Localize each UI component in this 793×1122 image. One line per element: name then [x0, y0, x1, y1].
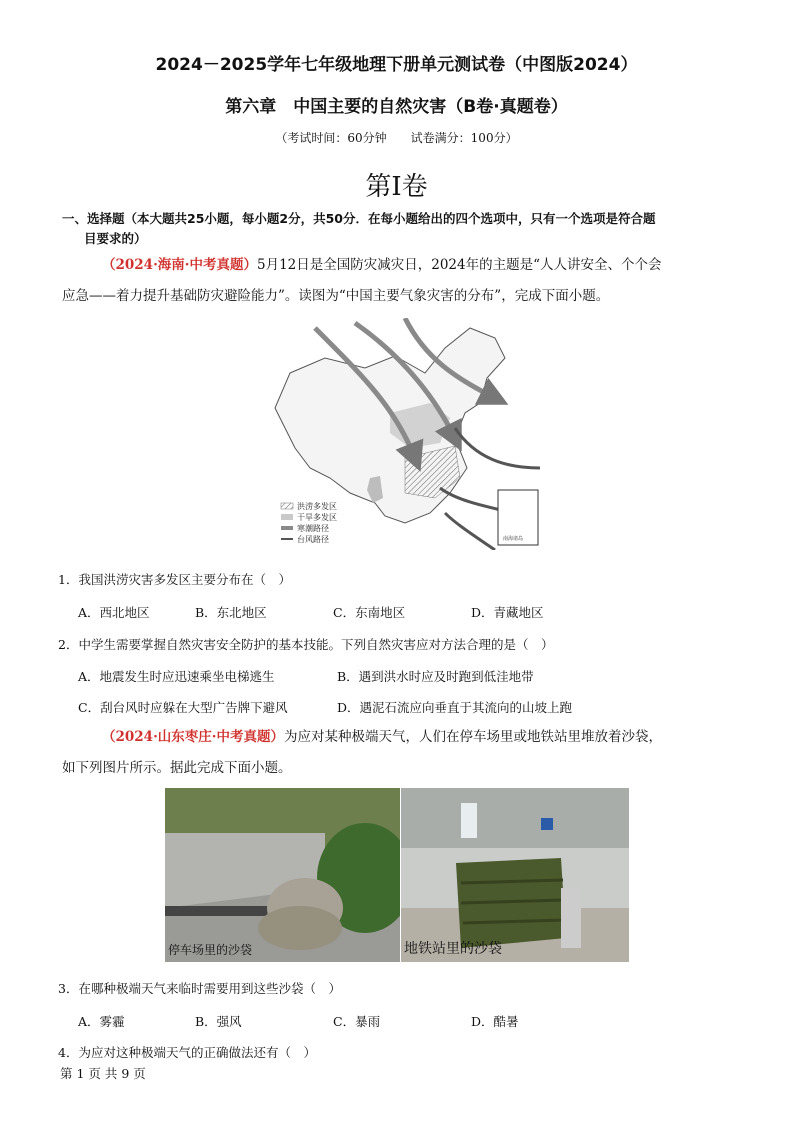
exam-info: （考试时间：60分钟 试卷满分：100分） — [275, 131, 518, 145]
section-heading — [62, 209, 752, 249]
disaster-map — [255, 318, 543, 550]
passage-2 — [62, 722, 742, 784]
passage-1 — [62, 250, 742, 312]
china-map-graphic — [255, 318, 543, 550]
subway-sandbag-photo — [401, 788, 629, 962]
question-4-stem: 4．为应对这种极端天气的正确做法还有（ ） — [58, 1045, 316, 1060]
question-2-option-b[interactable]: B．遇到洪水时应及时跑到低洼地带 — [337, 669, 534, 684]
question-1-option-c[interactable]: C．东南地区 — [333, 605, 406, 620]
subway-photo-graphic — [401, 788, 629, 962]
passage-2-source: （2024·山东枣庄·中考真题） — [102, 729, 284, 745]
passage-1-source: （2024·海南·中考真题） — [102, 257, 257, 273]
exam-title: 2024－2025学年七年级地理下册单元测试卷（中图版2024） — [155, 55, 638, 75]
legend-drought-label: 干旱多发区 — [297, 513, 337, 522]
page-footer: 第 1 页 共 9 页 — [60, 1066, 146, 1081]
question-3-stem: 3．在哪种极端天气来临时需要用到这些沙袋（ ） — [58, 981, 341, 996]
typhoon-path-1 — [455, 428, 540, 468]
passage-1-text-1: 5月12日是全国防灾减灾日，2024年的主题是“人人讲安全、个个会 — [256, 257, 662, 273]
question-3-option-b[interactable]: B．强风 — [195, 1014, 242, 1029]
question-2-option-d[interactable]: D．遇泥石流应向垂直于其流向的山坡上跑 — [337, 700, 573, 715]
question-1-stem: 1．我国洪涝灾害多发区主要分布在（ ） — [58, 572, 291, 587]
legend-typhoon-label: 台风路径 — [297, 535, 329, 544]
map-legend — [281, 501, 337, 544]
legend-flood-label: 洪涝多发区 — [297, 502, 337, 511]
question-1-option-a[interactable]: A．西北地区 — [78, 605, 150, 620]
question-2-option-a[interactable]: A．地震发生时应迅速乘坐电梯逃生 — [78, 669, 275, 684]
parking-sandbag-photo — [165, 788, 400, 962]
question-1-option-d[interactable]: D．青藏地区 — [471, 605, 544, 620]
question-3-option-c[interactable]: C．暴雨 — [333, 1014, 381, 1029]
typhoon-path-3 — [445, 513, 495, 550]
question-3-option-a[interactable]: A．雾霾 — [78, 1014, 125, 1029]
parking-photo-caption: 停车场里的沙袋 — [168, 943, 253, 957]
legend-flood-swatch — [281, 503, 293, 509]
question-2-stem: 2．中学生需要掌握自然灾害安全防护的基本技能。下列自然灾害应对方法合理的是（ ） — [58, 637, 554, 652]
subway-photo-caption: 地铁站里的沙袋 — [404, 941, 502, 957]
volume-heading: 第I卷 — [365, 172, 428, 202]
section-line-1: 一、选择题（本大题共25小题，每小题2分，共50分．在每小题给出的四个选项中，只有一个选项是符合题 — [62, 211, 656, 226]
inset-label: 南海诸岛 — [503, 536, 524, 542]
legend-drought-swatch — [281, 514, 293, 520]
question-2-option-c[interactable]: C．刮台风时应躲在大型广告牌下避风 — [78, 700, 288, 715]
question-3-option-d[interactable]: D．酷暑 — [471, 1014, 519, 1029]
section-line-2: 目要求的） — [84, 231, 147, 246]
chapter-title: 第六章 中国主要的自然灾害（B卷·真题卷） — [225, 97, 568, 117]
passage-2-text-1: 为应对某种极端天气，人们在停车场里或地铁站里堆放着沙袋， — [283, 729, 662, 745]
legend-cold-label: 寒潮路径 — [297, 524, 329, 533]
passage-1-text-2: 应急——着力提升基础防灾避险能力”。读图为“中国主要气象灾害的分布”，完成下面小题。 — [62, 288, 610, 304]
passage-2-text-2: 如下列图片所示。据此完成下面小题。 — [62, 760, 292, 776]
question-1-option-b[interactable]: B．东北地区 — [195, 605, 267, 620]
parking-photo-graphic — [165, 788, 400, 962]
